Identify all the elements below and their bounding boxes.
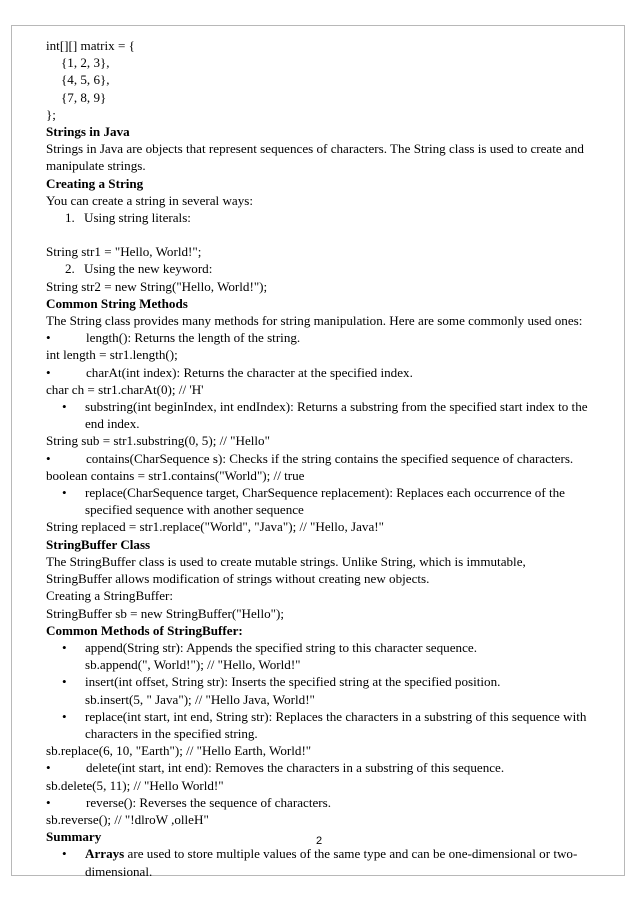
spacer: [46, 226, 594, 243]
item-text: Using string literals:: [84, 210, 191, 226]
page-number: 2: [315, 835, 323, 847]
section-heading-summary: Summary: [46, 829, 102, 845]
bullet-text: [85, 845, 594, 879]
bullet-text: reverse(): Reverses the sequence of characters.: [86, 794, 332, 810]
section-heading-stringbuffer: StringBuffer Class: [46, 536, 151, 552]
item-text: Using the new keyword:: [84, 261, 213, 277]
bullet-icon: •: [62, 639, 67, 655]
bullet-text: insert(int offset, String str): Inserts the specified string at the specified position.: [85, 674, 501, 690]
code-line: String str2 = new String("Hello, World!");: [46, 278, 268, 294]
bullet-text: append(String str): Appends the specified string to this character sequence.: [85, 639, 477, 655]
bullet-item: [46, 329, 594, 346]
bullet-item: [46, 708, 594, 742]
item-number: 1.: [65, 210, 75, 226]
bullet-item: [46, 484, 594, 518]
code-line: String str1 = "Hello, World!";: [46, 244, 202, 260]
section-heading-creating-string: Creating a String: [46, 175, 144, 191]
bullet-icon: •: [62, 846, 67, 862]
bullet-icon: •: [62, 708, 67, 724]
paragraph: Strings in Java are objects that represent sequences of characters. The String class is used to create and manipulate strings.: [46, 141, 584, 174]
code-line: };: [46, 106, 56, 122]
bullet-item: [46, 673, 594, 690]
code-line: int[][] matrix = {: [46, 38, 135, 53]
bullet-text: charAt(int index): Returns the character at the specified index.: [86, 364, 413, 380]
bullet-icon: •: [46, 794, 51, 810]
section-heading-stringbuffer-methods: Common Methods of StringBuffer:: [46, 622, 243, 638]
item-number: 2.: [65, 261, 75, 277]
bold-term: Arrays: [85, 846, 125, 862]
bullet-icon: •: [46, 364, 51, 380]
bullet-icon: •: [46, 330, 51, 346]
code-line: String sub = str1.substring(0, 5); // "Hello": [46, 433, 270, 449]
code-line: {1, 2, 3},: [61, 55, 110, 71]
code-line: {7, 8, 9}: [61, 89, 107, 105]
bullet-item: [46, 759, 594, 776]
code-line: sb.delete(5, 11); // "Hello World!": [46, 777, 224, 793]
bullet-icon: •: [46, 450, 51, 466]
numbered-item: [46, 209, 594, 226]
bullet-item: [46, 364, 594, 381]
bullet-text: delete(int start, int end): Removes the characters in a substring of this sequence.: [86, 760, 505, 776]
bullet-text: replace(CharSequence target, CharSequence replacement): Replaces each occurrence of the specified sequence with another sequence: [85, 485, 565, 518]
bullet-item: [46, 794, 594, 811]
code-line: StringBuffer sb = new StringBuffer("Hello");: [46, 605, 284, 621]
paragraph: You can create a string in several ways:: [46, 192, 254, 208]
bullet-icon: •: [62, 674, 67, 690]
bullet-text-rest: are used to store multiple values of the same type and can be one-dimensional or two-dimensional.: [85, 846, 578, 879]
section-heading-strings: Strings in Java: [46, 124, 130, 140]
paragraph: The String class provides many methods for string manipulation. Here are some commonly used ones:: [46, 313, 583, 329]
bullet-icon: •: [62, 485, 67, 501]
code-line: sb.append(", World!"); // "Hello, World!": [85, 657, 301, 673]
bullet-text: contains(CharSequence s): Checks if the string contains the specified sequence of characters.: [86, 450, 574, 466]
code-line: int length = str1.length();: [46, 347, 178, 363]
paragraph: Creating a StringBuffer:: [46, 588, 174, 604]
bullet-text: length(): Returns the length of the string.: [86, 330, 301, 346]
bullet-text: substring(int beginIndex, int endIndex): Returns a substring from the specified start index to the end index.: [85, 399, 588, 432]
bullet-item: [46, 450, 594, 467]
code-line: sb.replace(6, 10, "Earth"); // "Hello Earth, World!": [46, 743, 312, 759]
code-line: char ch = str1.charAt(0); // 'H': [46, 381, 204, 397]
code-line: boolean contains = str1.contains("World"); // true: [46, 467, 305, 483]
bullet-item: [46, 639, 594, 656]
paragraph: The StringBuffer class is used to create mutable strings. Unlike String, which is immutable, StringBuffer allows modification of strings without creating new objects.: [46, 553, 526, 587]
section-heading-string-methods: Common String Methods: [46, 295, 188, 311]
bullet-icon: •: [62, 399, 67, 415]
numbered-item: [46, 260, 594, 277]
code-line: String replaced = str1.replace("World", "Java"); // "Hello, Java!": [46, 519, 384, 535]
document-body: [46, 37, 594, 880]
code-line: sb.insert(5, " Java"); // "Hello Java, World!": [85, 691, 315, 707]
code-line: {4, 5, 6},: [61, 72, 110, 88]
bullet-text: replace(int start, int end, String str): Replaces the characters in a substring of this sequence with characters in the specified string.: [85, 708, 587, 741]
bullet-item: [46, 845, 594, 879]
code-line: sb.reverse(); // "!dlroW ,olleH": [46, 811, 209, 827]
bullet-icon: •: [46, 760, 51, 776]
bullet-item: [46, 398, 594, 432]
